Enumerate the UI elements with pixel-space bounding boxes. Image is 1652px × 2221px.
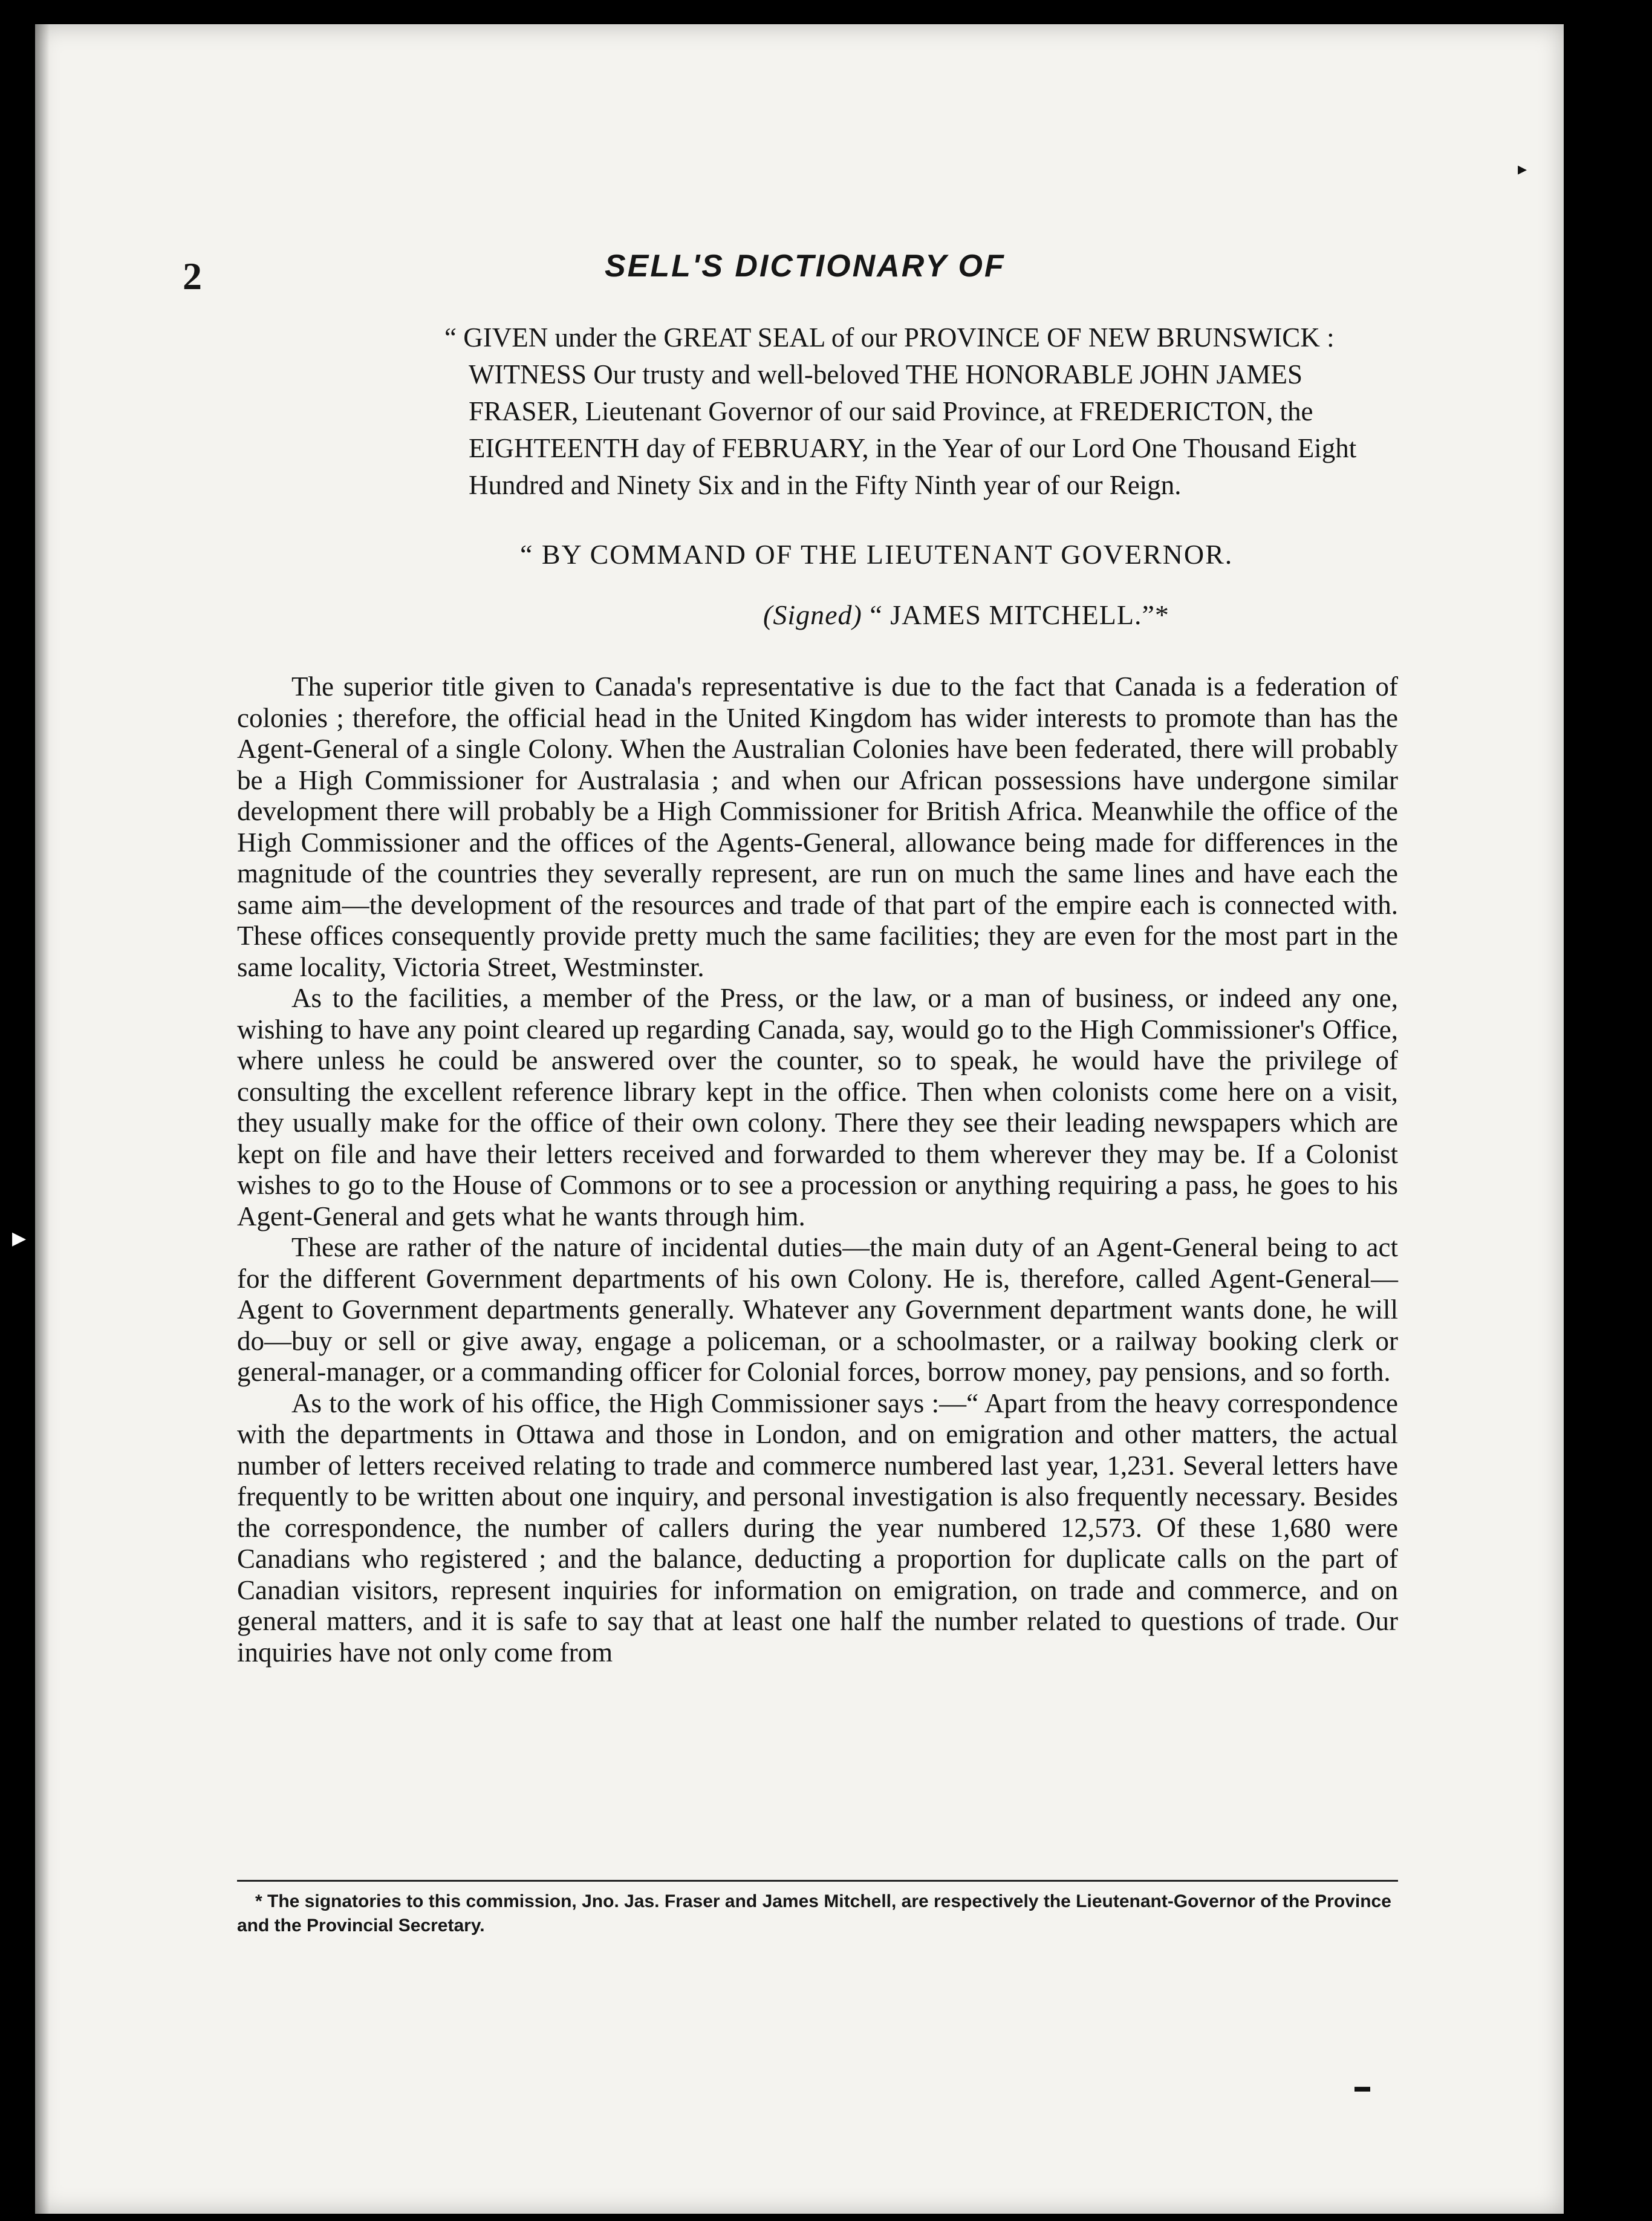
page-number: 2 [183, 255, 202, 298]
body-paragraph: The superior title given to Canada's representative is due to the fact that Canada is a federation of colonies ; therefore, the official head in the United Kingdom has wider interests to promote than has the Agent-General of a single Colony. When the Australian Colonies have been federated, there will probably be a High Commissioner for Australasia ; and when our African possessions have undergone similar development there will probably be a High Commissioner for British Africa. Meanwhile the office of the High Commissioner and the offices of the Agents-General, allowance being made for differences in the magnitude of the countries they severally represent, are run on much the same lines and have each the same aim—the development of the resources and trade of that part of the empire each is connected with. These offices consequently provide pretty much the same facilities; they are even for the most part in the same locality, Victoria Street, Westminster. [237, 671, 1398, 982]
command-line: “ BY COMMAND OF THE LIEUTENANT GOVERNOR. [520, 539, 1234, 570]
body-paragraph: These are rather of the nature of incidental duties—the main duty of an Agent-General being to act for the different Government departments of his own Colony. He is, therefore, called Agent-General—Agent to Government departments generally. Whatever any Government department wants done, he will do—buy or sell or give away, engage a policeman, or a schoolmaster, or a railway booking clerk or general-manager, or a commanding officer for Colonial forces, borrow money, pay pensions, and so forth. [237, 1232, 1398, 1387]
footnote: * The signatories to this commission, Jno. Jas. Fraser and James Mitchell, are respectively the Lieutenant-Governor of the Province and the Provincial Secretary. [237, 1891, 1391, 1936]
body-paragraph: As to the facilities, a member of the Press, or the law, or a man of business, or indeed any one, wishing to have any point cleared up regarding Canada, say, would go to the High Commissioner's Office, where unless he could be answered over the counter, so to speak, he would have the privilege of consulting the excellent reference library kept in the office. Then when colonists come here on a visit, they usually make for the office of their own colony. There they see their leading newspapers which are kept on file and have their letters received and forwarded to them wherever they may be. If a Colonist wishes to go to the House of Commons or to see a procession or anything requiring a pass, he goes to his Agent-General and gets what he wants through him. [237, 983, 1398, 1231]
binding-shadow [35, 24, 50, 2214]
proclamation-text: “ GIVEN under the GREAT SEAL of our PROVINCE OF NEW BRUNSWICK : WITNESS Our trusty and well-beloved THE HONORABLE JOHN JAMES FRASER, Lieutenant Governor of our said Province, at FREDERICTON, the EIGHTEENTH day of FEBRUARY, in the Year of our Lord One Thousand Eight Hundred and Ninety Six and in the Fifty Ninth year of our Reign. [444, 322, 1357, 500]
signed-name: “ JAMES MITCHELL.”* [870, 599, 1169, 630]
signed-label: (Signed) [763, 599, 862, 630]
running-head: SELL'S DICTIONARY OF [605, 249, 1006, 284]
scan-mark: ▸ [1518, 159, 1527, 179]
body-paragraph: As to the work of his office, the High Commissioner says :—“ Apart from the heavy correspondence with the departments in Ottawa and those in London, and on emigration and other matters, the actual number of letters received relating to trade and commerce numbered last year, 1,231. Several letters have frequently to be written about one inquiry, and personal investigation is also frequently necessary. Besides the correspondence, the number of callers during the year numbered 12,573. Of these 1,680 were Canadians who registered ; and the balance, deducting a proportion for duplicate calls on the part of Canadian visitors, represent inquiries for information on emigration, on trade and commerce, and on general matters, and it is safe to say that at least one half the number related to questions of trade. Our inquiries have not only come from [237, 1388, 1398, 1668]
scan-mark: ▬ [1354, 2078, 1370, 2095]
signature-line [763, 599, 1169, 631]
scan-mark: ▶ [12, 1228, 27, 1248]
body-text [237, 671, 1398, 1668]
proclamation-block [444, 319, 1364, 504]
footnote-rule [237, 1880, 1398, 1882]
